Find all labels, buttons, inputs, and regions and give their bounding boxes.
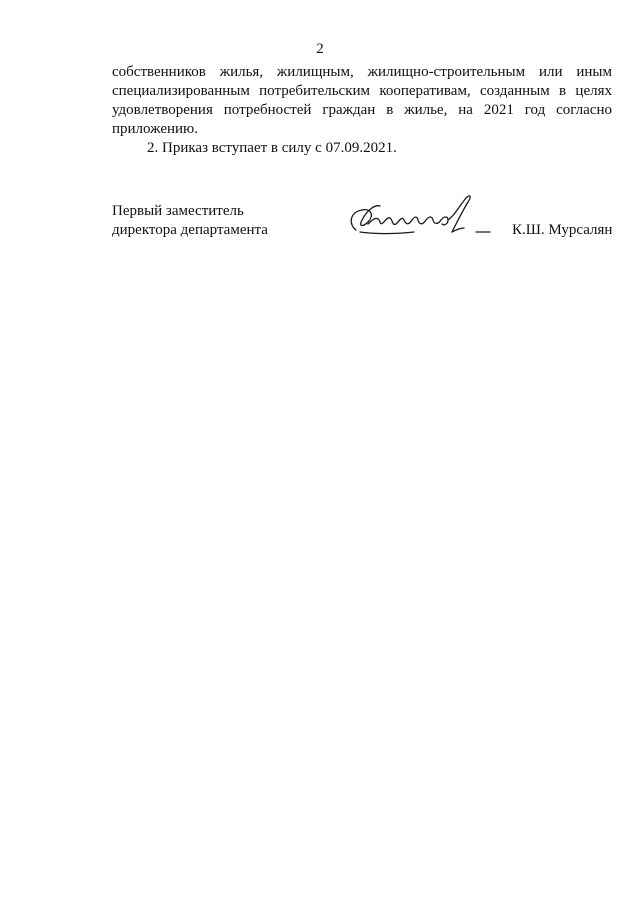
signer-name: К.Ш. Мурсалян xyxy=(512,222,613,238)
page-number: 2 xyxy=(316,41,324,57)
paragraph-line: специализированным потребительским кооперативам, созданным в целях xyxy=(112,83,612,99)
signer-title-line: директора департамента xyxy=(112,222,268,238)
paragraph-line: приложению. xyxy=(112,121,199,137)
signer-title-line: Первый заместитель xyxy=(112,203,244,219)
body-text xyxy=(112,63,612,158)
signature-block xyxy=(112,200,612,250)
item-2-text: 2. Приказ вступает в силу с 07.09.2021. xyxy=(147,140,397,156)
paragraph-line: собственников жилья, жилищным, жилищно-строительным или иным xyxy=(112,64,612,80)
signer-title xyxy=(112,202,268,240)
handwritten-signature xyxy=(344,190,504,246)
paragraph-line: удовлетворения потребностей граждан в жилье, на 2021 год согласно xyxy=(112,102,612,118)
